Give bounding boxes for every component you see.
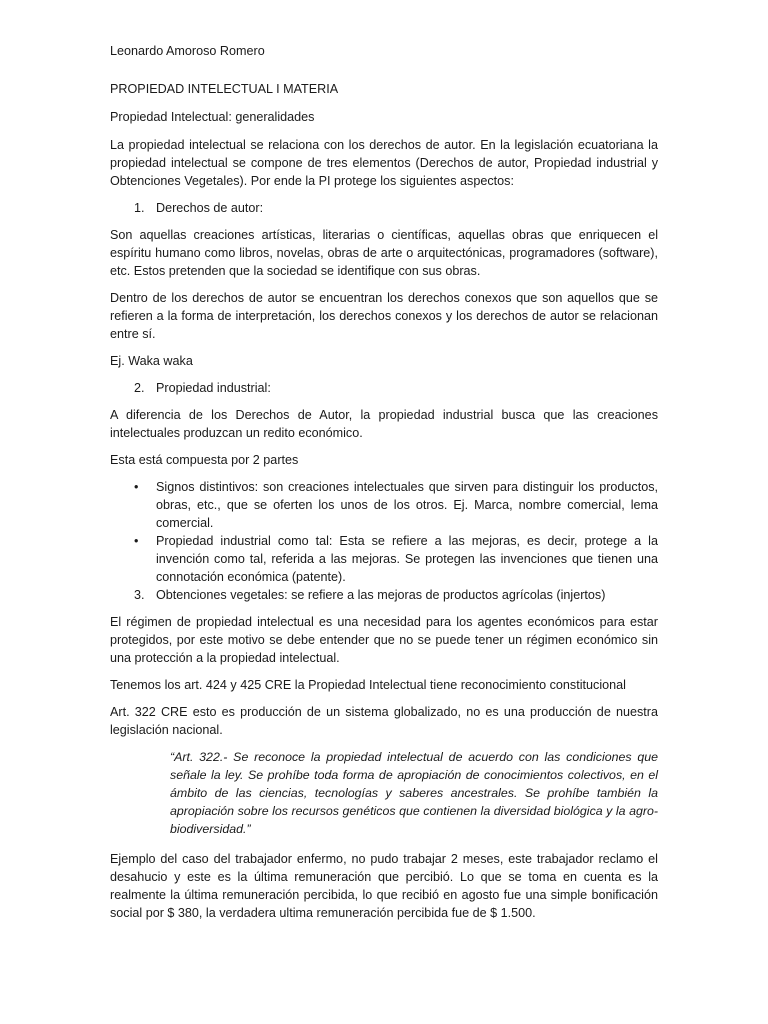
derechos-autor-paragraph: Son aquellas creaciones artísticas, literarias o científicas, aquellas obras que enriquecen el espíritu humano como libros, novelas, obras de arte o arquitectónicas, programadores (software), etc. Estos pretenden que la sociedad se identifique con sus obras. [110, 228, 658, 278]
final-paragraph: Ejemplo del caso del trabajador enfermo, no pudo trabajar 2 meses, este trabajador reclamo el desahucio y este es la última remuneración que percibió. Lo que se toma en cuenta es la realmente la última remuneración percibida, lo que recibió en agosto fue una simple bonificación social por $ 380, la verdadera ultima remuneración percibida fue de $ 1.500. [110, 852, 658, 920]
list-item-obtenciones-vegetales [110, 586, 658, 604]
article-quote: “Art. 322.- Se reconoce la propiedad intelectual de acuerdo con las condiciones que señale la ley. Se prohíbe toda forma de apropiación de conocimientos colectivos, en el ámbito de las ciencias, tecnologías y saberes ancestrales. Se prohíbe también la apropiación sobre los recursos genéticos que contienen la diversidad biológica y la agro-biodiversidad.” [170, 750, 658, 836]
bullet-icon: • [134, 534, 139, 548]
list-item-title: Propiedad industrial: [156, 381, 271, 395]
bullet-text: Propiedad industrial como tal: Esta se refiere a las mejoras, es decir, protege a la invención como tal, referida a las mejoras. Se protegen las invenciones que tienen una connotación económica (patente). [156, 534, 658, 584]
bullet-icon: • [134, 480, 139, 494]
bullet-text: Signos distintivos: son creaciones intelectuales que sirven para distinguir los productos, obras, etc., que se oferten los unos de los otros. Ej. Marca, nombre comercial, lema comercial. [156, 480, 658, 530]
list-item-derechos-de-autor [110, 199, 658, 217]
example-line: Ej. Waka waka [110, 354, 193, 368]
list-item-title: Obtenciones vegetales: se refiere a las mejoras de productos agrícolas (injertos) [156, 588, 606, 602]
constitutional-paragraph: Tenemos los art. 424 y 425 CRE la Propiedad Intelectual tiene reconocimiento constitucional [110, 678, 626, 692]
bullet-item-propiedad-industrial [110, 532, 658, 586]
propiedad-industrial-paragraph: A diferencia de los Derechos de Autor, la propiedad industrial busca que las creaciones intelectuales produzcan un redito económico. [110, 408, 658, 440]
parts-intro: Esta está compuesta por 2 partes [110, 453, 299, 467]
art-322-paragraph: Art. 322 CRE esto es producción de un sistema globalizado, no es una producción de nuestra legislación nacional. [110, 705, 658, 737]
list-item-title: Derechos de autor: [156, 201, 264, 215]
author-name: Leonardo Amoroso Romero [110, 44, 265, 58]
regime-paragraph: El régimen de propiedad intelectual es una necesidad para los agentes económicos para estar protegidos, por este motivo se debe entender que no se puede tener un régimen económico sin una protección a la propiedad intelectual. [110, 615, 658, 665]
intro-paragraph: La propiedad intelectual se relaciona con los derechos de autor. En la legislación ecuatoriana la propiedad intelectual se compone de tres elementos (Derechos de autor, Propiedad industrial y Obtenciones Vegetales). Por ende la PI protege los siguientes aspectos: [110, 138, 658, 188]
document-title: PROPIEDAD INTELECTUAL I MATERIA [110, 82, 339, 96]
bullet-list [110, 478, 658, 586]
list-item-propiedad-industrial [110, 379, 658, 397]
list-number: 1. [134, 201, 145, 215]
bullet-item-signos-distintivos [110, 478, 658, 532]
section-title: Propiedad Intelectual: generalidades [110, 110, 315, 124]
list-number: 2. [134, 381, 145, 395]
list-number: 3. [134, 588, 145, 602]
derechos-conexos-paragraph: Dentro de los derechos de autor se encuentran los derechos conexos que son aquellos que se refieren a la forma de interpretación, los derechos conexos y los derechos de autor se relacionan entre sí. [110, 291, 658, 341]
document-page [110, 42, 658, 931]
